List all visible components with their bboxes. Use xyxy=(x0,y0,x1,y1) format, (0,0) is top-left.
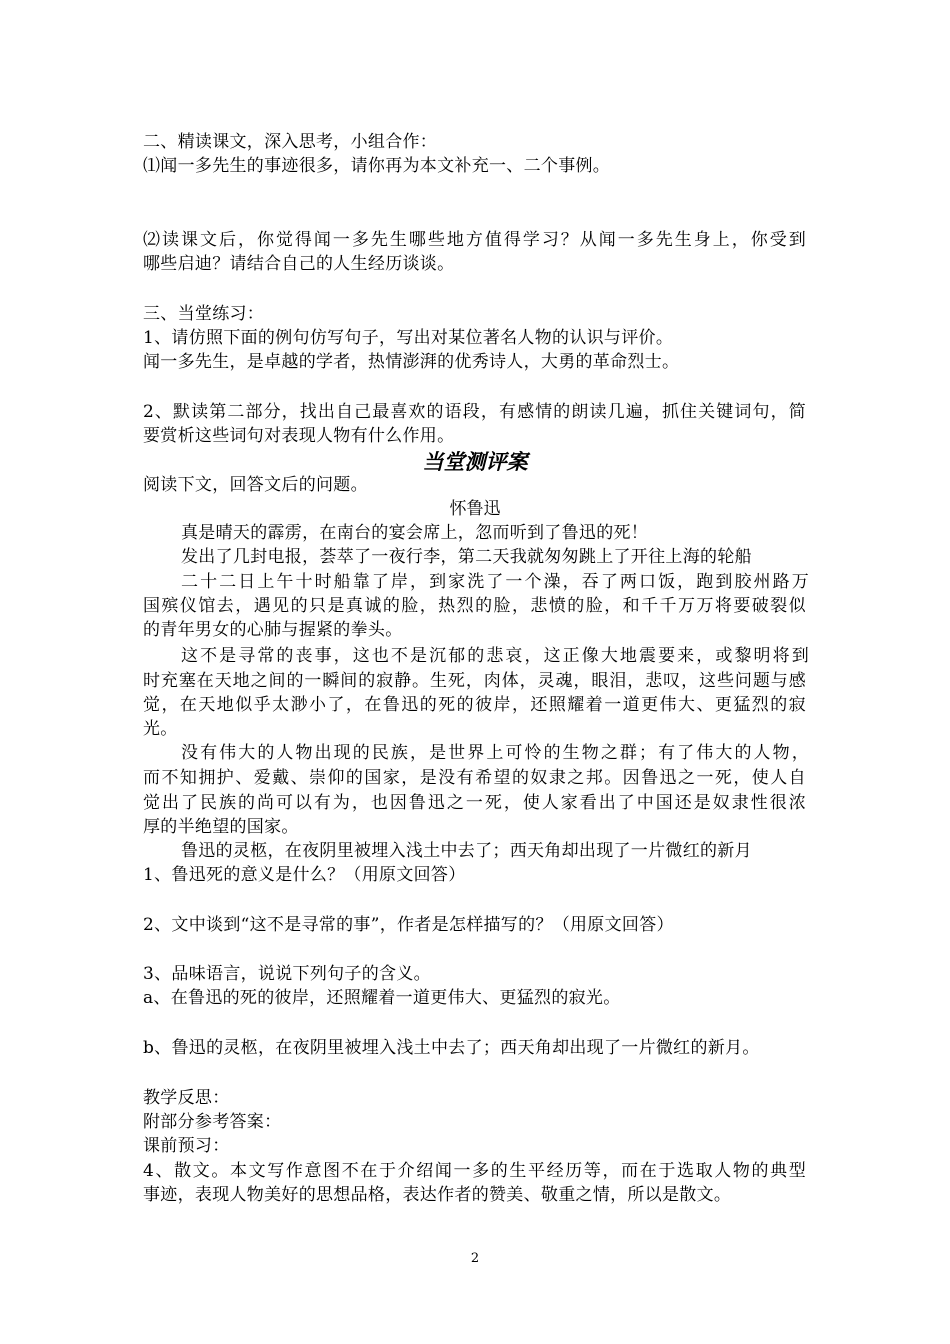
answer-4-line1: 4、散文。本文写作意图不在于介绍闻一多的生平经历等，而在于选取人物的典型 xyxy=(143,1161,806,1181)
teaching-reflection: 教学反思： xyxy=(143,1088,230,1108)
section2-question2-line2: 哪些启迪？请结合自己的人生经历谈谈。 xyxy=(143,254,455,274)
question-2: 2、文中谈到“这不是寻常的事”，作者是怎样描写的？（用原文回答） xyxy=(143,915,674,935)
question-1: 1、鲁迅死的意义是什么？（用原文回答） xyxy=(143,865,466,885)
passage-paragraph-4-line3: 觉，在天地似乎太渺小了，在鲁迅的死的彼岸，还照耀着一道更伟大、更猛烈的寂 xyxy=(143,695,806,715)
reference-answers-heading: 附部分参考答案： xyxy=(143,1112,282,1132)
exercise2-line1: 2、默读第二部分，找出自己最喜欢的语段，有感情的朗读几遍，抓住关键词句，简 xyxy=(143,402,806,422)
passage-paragraph-5-line4: 厚的半绝望的国家。 xyxy=(143,817,299,837)
section2-question1: ⑴闻一多先生的事迹很多，请你再为本文补充一、二个事例。 xyxy=(143,156,611,176)
passage-paragraph-3-line3: 的青年男女的心肺与握紧的拳头。 xyxy=(143,620,403,640)
passage-paragraph-3-line1: 二十二日上午十时船靠了岸，到家洗了一个澡，吞了两口饭，跑到胶州路万 xyxy=(181,572,809,592)
question-3a: a、在鲁迅的死的彼岸，还照耀着一道更伟大、更猛烈的寂光。 xyxy=(143,988,621,1008)
passage-title: 怀鲁迅 xyxy=(449,499,501,519)
reading-instruction: 阅读下文，回答文后的问题。 xyxy=(143,475,368,495)
question-3: 3、品味语言，说说下列句子的含义。 xyxy=(143,964,431,984)
section3-heading: 三、当堂练习： xyxy=(143,304,265,324)
passage-paragraph-3-line2: 国殡仪馆去，遇见的只是真诚的脸，热烈的脸，悲愤的脸，和千千万万将要破裂似 xyxy=(143,596,806,616)
passage-paragraph-6: 鲁迅的灵柩，在夜阴里被埋入浅土中去了；西天角却出现了一片微红的新月 xyxy=(181,841,752,861)
exercise1-example: 闻一多先生，是卓越的学者，热情澎湃的优秀诗人，大勇的革命烈士。 xyxy=(143,352,680,372)
passage-paragraph-5-line3: 觉出了民族的尚可以有为，也因鲁迅之一死，使人家看出了中国还是奴隶性很浓 xyxy=(143,793,806,813)
passage-paragraph-5-line1: 没有伟大的人物出现的民族，是世界上可怜的生物之群；有了伟大的人物， xyxy=(181,743,809,763)
passage-paragraph-4-line1: 这不是寻常的丧事，这也不是沉郁的悲哀，这正像大地震要来，或黎明将到 xyxy=(181,646,809,666)
answer-4-line2: 事迹，表现人物美好的思想品格，表达作者的赞美、敬重之情，所以是散文。 xyxy=(143,1185,732,1205)
question-3b: b、鲁迅的灵柩，在夜阴里被埋入浅土中去了；西天角却出现了一片微红的新月。 xyxy=(143,1038,760,1058)
assessment-title: 当堂测评案 xyxy=(422,450,528,474)
preview-heading: 课前预习： xyxy=(143,1136,230,1156)
passage-paragraph-1: 真是晴天的霹雳，在南台的宴会席上，忽而听到了鲁迅的死！ xyxy=(181,523,649,543)
section2-question2-line1: ⑵读课文后，你觉得闻一多先生哪些地方值得学习？从闻一多先生身上，你受到 xyxy=(143,230,806,250)
page-number: 2 xyxy=(470,1251,480,1266)
exercise2-line2: 要赏析这些词句对表现人物有什么作用。 xyxy=(143,426,455,446)
passage-paragraph-5-line2: 而不知拥护、爱戴、崇仰的国家，是没有希望的奴隶之邦。因鲁迅之一死，使人自 xyxy=(143,768,806,788)
passage-paragraph-4-line4: 光。 xyxy=(143,719,178,739)
exercise1: 1、请仿照下面的例句仿写句子，写出对某位著名人物的认识与评价。 xyxy=(143,328,674,348)
passage-paragraph-2: 发出了几封电报，荟萃了一夜行李，第二天我就匆匆跳上了开往上海的轮船 xyxy=(181,547,752,567)
section2-heading: 二、精读课文，深入思考，小组合作： xyxy=(143,132,438,152)
passage-paragraph-4-line2: 时充塞在天地之间的一瞬间的寂静。生死，肉体，灵魂，眼泪，悲叹，这些问题与感 xyxy=(143,671,806,691)
